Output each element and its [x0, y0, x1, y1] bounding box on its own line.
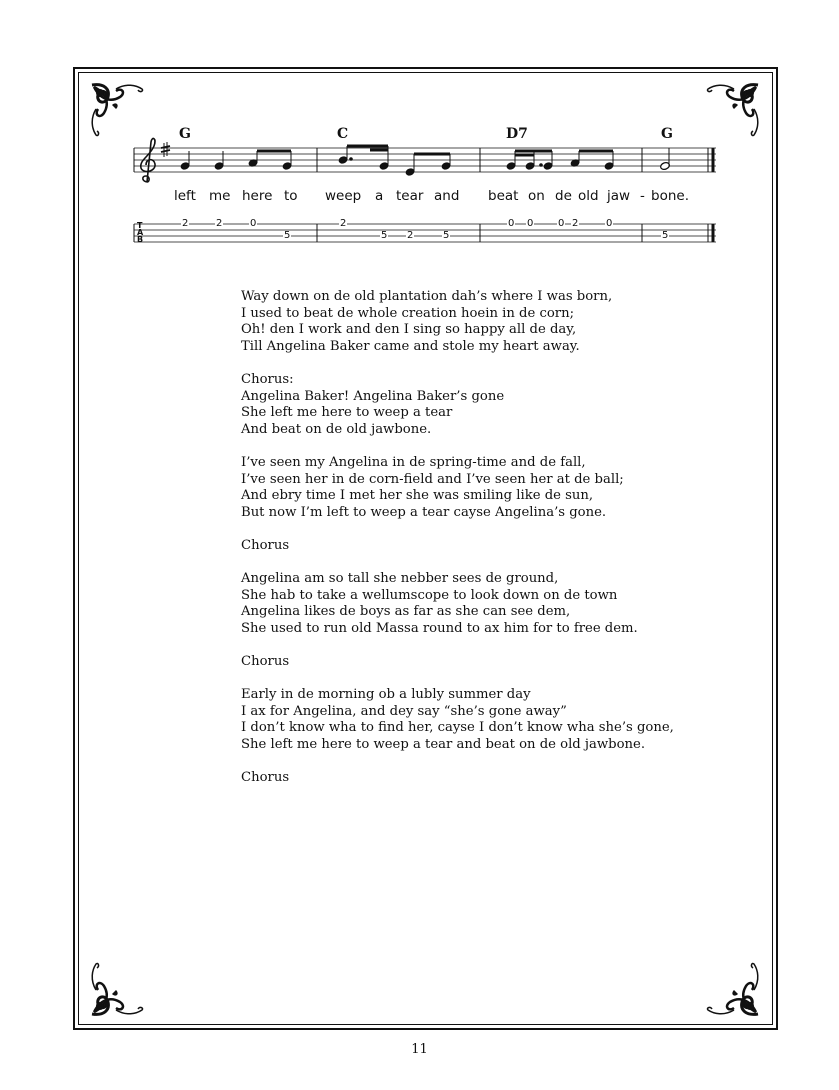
lyric-line: Early in de morning ob a lubly summer day: [241, 687, 531, 703]
lyric-line: I ax for Angelina, and dey say “she’s gone away”: [241, 703, 567, 719]
tab-number: 5: [284, 230, 291, 241]
lyric-syllable: left: [174, 188, 196, 204]
chorus-label: Chorus: [241, 537, 290, 553]
lyric-syllable: to: [284, 188, 298, 204]
tab-number: 5: [381, 230, 388, 241]
chorus-label: Chorus: [241, 770, 290, 786]
page-number: 11: [411, 1042, 428, 1057]
lyric-syllable: and: [434, 188, 460, 204]
lyric-line: And ebry time I met her she was smiling like de sun,: [241, 488, 594, 504]
verse-4: [241, 687, 741, 753]
tab-number: 5: [443, 230, 450, 241]
lyric-line: She left me here to weep a tear and beat on de old jawbone.: [241, 737, 646, 753]
verse-3: [241, 571, 741, 637]
corner-flourish-bottom-right-icon: [702, 958, 764, 1020]
lyric-line: Angelina am so tall she nebber sees de ground,: [241, 571, 559, 587]
chorus-heading: Chorus:: [241, 371, 294, 387]
verse-2: [241, 455, 741, 521]
lyric-line: She used to run old Massa round to ax him for to free dem.: [241, 620, 638, 636]
lyric-line: She left me here to weep a tear: [241, 405, 453, 421]
lyric-syllable: old: [578, 188, 599, 204]
tab-number: 0: [527, 218, 534, 229]
lyric-line: Angelina likes de boys as far as she can see dem,: [241, 604, 571, 620]
lyric-line: And beat on de old jawbone.: [241, 421, 432, 437]
tab-clef-letter: A: [137, 228, 144, 237]
lyric-line: I don’t know wha to find her, cayse I don’t know wha she’s gone,: [241, 720, 674, 736]
tab-number: 5: [662, 230, 669, 241]
tab-clef-letter: T: [137, 221, 143, 230]
chorus-reference: [241, 538, 741, 555]
music-notation: [0, 0, 839, 300]
treble-clef-icon: [141, 139, 155, 182]
chord-symbol: G: [179, 126, 191, 142]
lyric-syllable: jaw: [607, 188, 631, 204]
lyric-syllable: beat: [488, 188, 519, 204]
chord-symbol: D7: [506, 126, 528, 142]
lyric-line: But now I’m left to weep a tear cayse Angelina’s gone.: [241, 504, 607, 520]
chord-symbol: C: [337, 126, 349, 142]
tab-number: 2: [407, 230, 414, 241]
chorus: [241, 372, 741, 438]
lyric-syllable: tear: [396, 188, 424, 204]
lyric-syllable: -: [640, 188, 645, 204]
chorus-label: Chorus: [241, 654, 290, 670]
corner-flourish-bottom-left-icon: [86, 958, 148, 1020]
lyric-line: She hab to take a wellumscope to look down on de town: [241, 587, 618, 603]
verse-1: [241, 289, 741, 355]
tab-number: 0: [606, 218, 613, 229]
lyric-line: Way down on de old plantation dah’s where I was born,: [241, 289, 613, 304]
lyric-line: Angelina Baker! Angelina Baker’s gone: [241, 388, 505, 404]
tab-number: 2: [340, 218, 347, 229]
lyric-syllable: bone.: [651, 188, 689, 204]
sharp-icon: [161, 142, 170, 157]
lyric-line: Till Angelina Baker came and stole my heart away.: [241, 338, 580, 354]
lyric-line: I’ve seen my Angelina in de spring-time and de fall,: [241, 454, 586, 470]
lyric-syllable: on: [528, 188, 545, 204]
notes: [180, 146, 670, 184]
chorus-reference: [241, 770, 741, 787]
tab-clef-letter: B: [137, 235, 144, 244]
lyric-line: Oh! den I work and den I sing so happy all de day,: [241, 322, 577, 338]
lyric-line: I’ve seen her in de corn-field and I’ve seen her at de ball;: [241, 471, 624, 487]
lyric-syllable: weep: [325, 188, 362, 204]
lyric-syllable: me: [209, 188, 231, 204]
tab-number: 2: [572, 218, 579, 229]
chorus-reference: [241, 654, 741, 671]
tab-number: 0: [558, 218, 565, 229]
lyric-syllable: here: [242, 188, 273, 204]
tab-number: 0: [508, 218, 515, 229]
tab-number: 2: [182, 218, 189, 229]
lyric-syllable: de: [555, 188, 572, 204]
chord-symbol: G: [661, 126, 673, 142]
tab-number: 2: [216, 218, 223, 229]
lyric-syllable: a: [375, 188, 384, 204]
tab-number: 0: [250, 218, 257, 229]
lyric-line: I used to beat de whole creation hoein in de corn;: [241, 305, 575, 321]
song-lyrics: [241, 289, 741, 803]
